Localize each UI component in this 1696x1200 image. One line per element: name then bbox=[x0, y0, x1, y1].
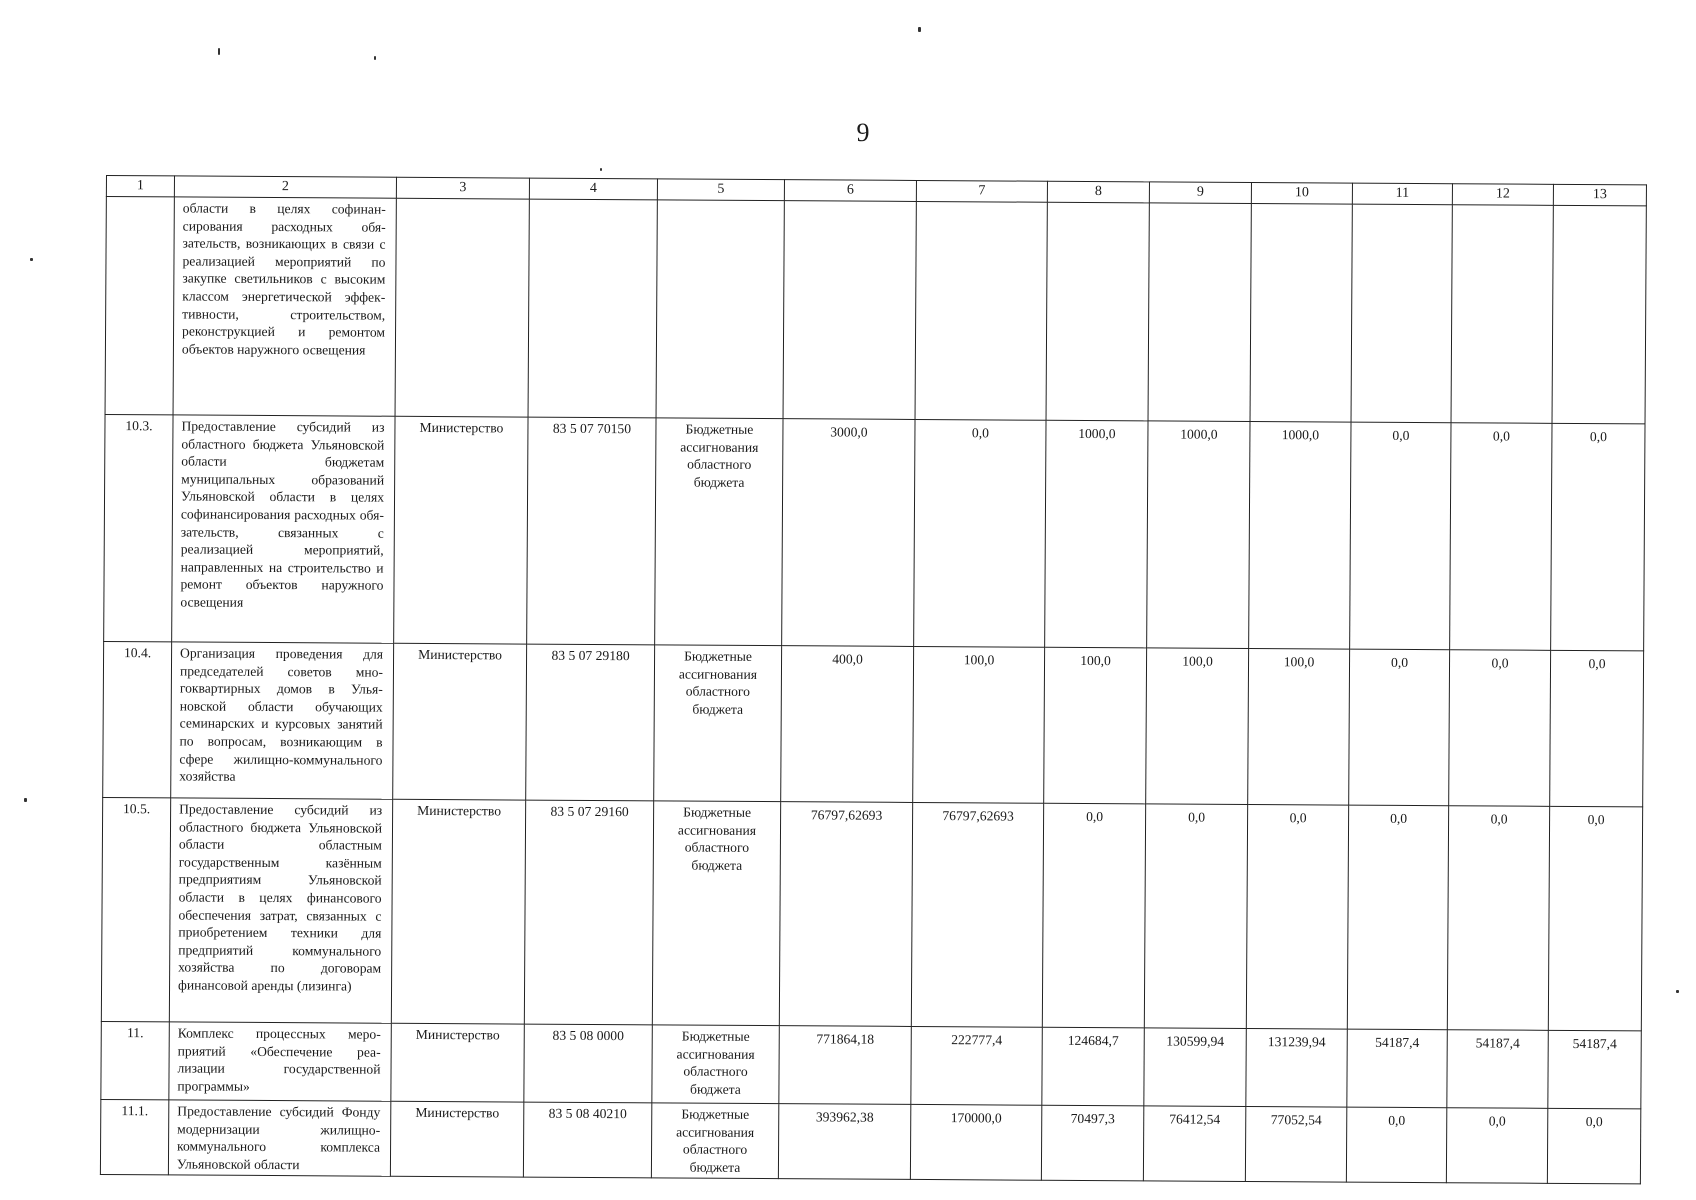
value-col-10: 1000,0 bbox=[1249, 421, 1351, 649]
value-col-8: 100,0 bbox=[1044, 647, 1147, 804]
scan-speck bbox=[374, 56, 376, 60]
measure-name: области в целях софинансирования расходных обязательств, возникающих в связи с реализацией мероприятий по закупке светильников с высоким классом энергетической эффективности, строительством, реконструкцией и ремонтом объектов наружного освещения bbox=[173, 197, 396, 416]
row-number: 11. bbox=[101, 1021, 169, 1099]
value-col-13: 0,0 bbox=[1547, 1108, 1640, 1184]
value-col-12: 0,0 bbox=[1449, 650, 1551, 807]
value-col-9: 76412,54 bbox=[1143, 1106, 1245, 1182]
executor: Министерство bbox=[391, 1023, 524, 1102]
executor: Министерство bbox=[394, 416, 528, 644]
value-col-13 bbox=[1552, 205, 1646, 424]
executor: Министерство bbox=[393, 643, 527, 800]
executor bbox=[395, 198, 529, 417]
funding-source: Бюджетные ассигнования областного бюджета bbox=[652, 1025, 779, 1104]
page-number: 9 bbox=[856, 118, 870, 147]
value-col-11: 54187,4 bbox=[1347, 1029, 1447, 1108]
value-col-8: 1000,0 bbox=[1045, 420, 1148, 648]
value-col-8: 0,0 bbox=[1042, 803, 1145, 1028]
value-total: 393962,38 bbox=[778, 1104, 910, 1180]
column-header: 9 bbox=[1149, 182, 1251, 204]
value-col-11: 0,0 bbox=[1346, 1107, 1446, 1183]
measure-name: Предоставление субсидий из областного бюджета Ульяновской области бюджетам муниципальных образований Ульяновской области в целях софинансирования расходных обязательств, связанных с реализацией мероприятий, направленных на строительство и ремонт объектов наружного освещения bbox=[172, 415, 395, 643]
budget-code: 83 5 08 0000 bbox=[524, 1024, 652, 1103]
value-total: 771864,18 bbox=[779, 1026, 911, 1105]
budget-code: 83 5 07 70150 bbox=[527, 417, 656, 645]
table-row bbox=[101, 797, 1642, 1030]
scan-speck bbox=[918, 27, 921, 32]
value-col-12 bbox=[1451, 205, 1553, 424]
column-header: 3 bbox=[396, 177, 529, 199]
table-row bbox=[101, 1021, 1641, 1108]
table-row bbox=[103, 641, 1644, 806]
value-col-7: 100,0 bbox=[913, 646, 1045, 803]
value-col-11: 0,0 bbox=[1350, 422, 1451, 650]
column-header: 10 bbox=[1251, 182, 1352, 204]
value-col-10: 100,0 bbox=[1248, 648, 1350, 805]
value-col-9: 0,0 bbox=[1144, 804, 1247, 1029]
column-header: 12 bbox=[1452, 184, 1553, 206]
value-col-9: 1000,0 bbox=[1147, 421, 1250, 649]
scan-speck bbox=[218, 48, 220, 55]
column-header: 6 bbox=[784, 180, 916, 202]
value-col-10: 0,0 bbox=[1246, 804, 1348, 1029]
funding-source: Бюджетные ассигнования областного бюджета bbox=[654, 645, 782, 802]
scan-speck bbox=[1676, 990, 1679, 993]
column-header: 7 bbox=[916, 180, 1047, 202]
measure-name: Организация проведения для председателей советов многоквартирных домов в Ульяновской области обучающих семинарских и курсовых занятий по вопросам, возникающим в сфере жилищно-коммунального хозяйства bbox=[171, 642, 394, 799]
budget-code: 83 5 07 29160 bbox=[524, 800, 653, 1025]
funding-source: Бюджетные ассигнования областного бюджета bbox=[651, 1103, 778, 1179]
table-row bbox=[104, 414, 1645, 650]
value-col-9 bbox=[1148, 203, 1251, 422]
value-col-12: 0,0 bbox=[1450, 423, 1552, 651]
measure-name: Предоставление субсидий из областного бюджета Ульяновской области областным государственным казённым предприятиям Ульяновской области в целях финансового обеспечения затрат, связанных с приобретением техники для предприятий коммунального хозяйства по договорам финансовой аренды (лизинга) bbox=[169, 798, 392, 1023]
value-col-12: 0,0 bbox=[1447, 806, 1549, 1031]
column-header: 11 bbox=[1352, 183, 1452, 205]
value-total: 3000,0 bbox=[782, 419, 915, 647]
funding-source: Бюджетные ассигнования областного бюджета bbox=[655, 418, 783, 646]
value-col-7: 76797,62693 bbox=[911, 802, 1043, 1027]
value-col-10 bbox=[1250, 203, 1352, 422]
value-col-9: 130599,94 bbox=[1144, 1028, 1246, 1107]
value-col-13: 0,0 bbox=[1550, 650, 1644, 807]
value-col-13: 54187,4 bbox=[1548, 1030, 1641, 1109]
row-number: 10.5. bbox=[101, 797, 170, 1021]
column-header: 1 bbox=[106, 176, 174, 197]
value-col-7 bbox=[915, 201, 1047, 420]
value-col-11: 0,0 bbox=[1349, 649, 1450, 806]
row-number: 10.4. bbox=[103, 641, 172, 797]
value-col-12: 0,0 bbox=[1446, 1108, 1547, 1184]
executor: Министерство bbox=[390, 1101, 523, 1177]
value-col-9: 100,0 bbox=[1146, 648, 1249, 805]
scan-speck bbox=[600, 168, 602, 171]
value-col-12: 54187,4 bbox=[1447, 1030, 1548, 1109]
program-table bbox=[100, 175, 1647, 1184]
measure-name: Комплекс процессных мероприятий «Обеспечение реализации государственной программы» bbox=[169, 1022, 391, 1101]
budget-code: 83 5 08 40210 bbox=[523, 1102, 651, 1178]
value-col-13: 0,0 bbox=[1551, 423, 1645, 651]
value-col-8: 70497,3 bbox=[1041, 1105, 1143, 1181]
value-col-8 bbox=[1046, 202, 1149, 421]
measure-name: Предоставление субсидий Фонду модернизации жилищно-коммунального комплекса Ульяновской области bbox=[168, 1100, 390, 1176]
value-total: 76797,62693 bbox=[779, 802, 912, 1027]
column-header: 4 bbox=[529, 178, 657, 200]
column-header: 8 bbox=[1047, 181, 1149, 203]
value-col-13: 0,0 bbox=[1548, 806, 1642, 1031]
value-col-11 bbox=[1351, 204, 1452, 423]
scan-speck bbox=[24, 798, 27, 802]
value-col-10: 77052,54 bbox=[1245, 1106, 1346, 1182]
column-header: 5 bbox=[657, 179, 784, 201]
value-col-8: 124684,7 bbox=[1042, 1027, 1144, 1106]
scan-speck bbox=[30, 258, 33, 261]
value-col-7: 222777,4 bbox=[911, 1026, 1042, 1105]
value-col-11: 0,0 bbox=[1347, 805, 1448, 1030]
funding-source: Бюджетные ассигнования областного бюджета bbox=[652, 801, 780, 1026]
table-row bbox=[105, 197, 1646, 424]
budget-code: 83 5 07 29180 bbox=[526, 644, 655, 801]
row-number bbox=[105, 197, 174, 415]
value-total: 400,0 bbox=[781, 646, 914, 803]
row-number: 10.3. bbox=[104, 414, 173, 641]
table-row bbox=[100, 1099, 1640, 1183]
column-header: 13 bbox=[1553, 184, 1646, 206]
column-header: 2 bbox=[174, 176, 396, 198]
funding-source bbox=[656, 200, 784, 419]
value-total bbox=[783, 201, 916, 420]
value-col-7: 170000,0 bbox=[910, 1104, 1041, 1180]
value-col-10: 131239,94 bbox=[1246, 1028, 1347, 1107]
budget-code bbox=[528, 199, 657, 418]
value-col-7: 0,0 bbox=[914, 419, 1046, 647]
row-number: 11.1. bbox=[100, 1099, 168, 1174]
executor: Министерство bbox=[391, 799, 525, 1024]
